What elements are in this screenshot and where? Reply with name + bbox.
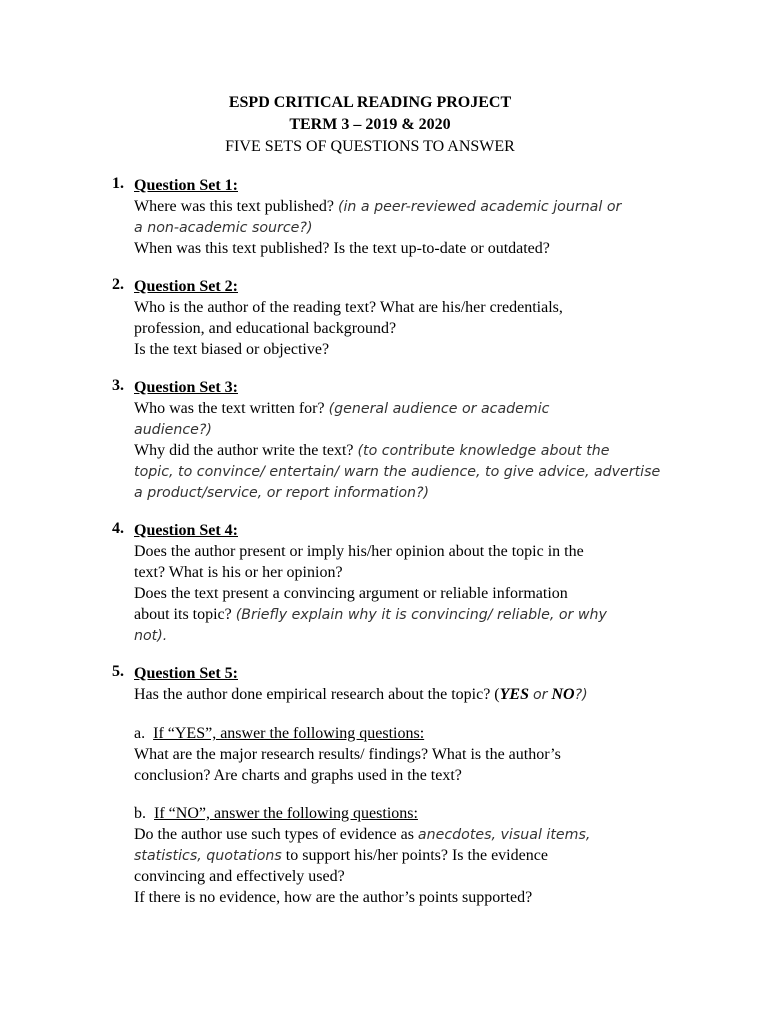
question-set-title: Question Set 2: [134,278,238,295]
question-set-title: Question Set 3: [134,379,238,396]
question-set-title: Question Set 1: [134,177,238,194]
sub-question-a: a. If “YES”, answer the following questions: [134,725,425,742]
document-subtitle: FIVE SETS OF QUESTIONS TO ANSWER [225,138,515,155]
list-number: 3. [112,377,124,394]
sub-question-b: b. If “NO”, answer the following questions: [134,805,418,822]
document-page: ESPD CRITICAL READING PROJECT TERM 3 – 2019 & 2020 FIVE SETS OF QUESTIONS TO ANSWER 1. Question Set 1: Where was this text published? (in a peer-reviewed academic journal or a non-academic source?) When was this text published? Is the text up-to-date or outdated? 2. Question Set 2: Who is the author of the reading text? What are his/her credentials, profession, and educational background? Is the text biased or objective? 3. Question Set 3: Who was the text written for? (general audience or academic audience?) Why did the author write the text? (to contribute knowledge about the topic, to convince/ entertain/ warn the audience, to give advice, advertise a product/service, or report information?) 4. Question Set 4: Does the author present or imply his/her opinion about the topic in the text? What is his or her opinion? Does the text present a convincing argument or reliable information about its topic? (Briefly explain why it is convincing/ reliable, or why not). 5. Question Set 5: Has the author done empirical research about the topic? (YES or NO?) a. If “YES”, answer the following questions: What are the major research results/ findings? What is the author’s conclusion? Are charts and graphs used in the text? b. If “NO”, answer the following questions: Do the author use such types of evidence as anecdotes, visual items, statistics, quotations to support his/her points? Is the evidence convincing and effectively used? If there is no evidence, how are the author’s points supported? [0,0,768,1024]
list-number: 5. [112,663,124,680]
list-number: 1. [112,175,124,192]
document-title: ESPD CRITICAL READING PROJECT [228,94,512,111]
list-number: 4. [112,520,124,537]
question-set-title: Question Set 4: [134,522,238,539]
question-set-title: Question Set 5: [134,665,238,682]
document-term: TERM 3 – 2019 & 2020 [289,116,451,133]
list-number: 2. [112,276,124,293]
